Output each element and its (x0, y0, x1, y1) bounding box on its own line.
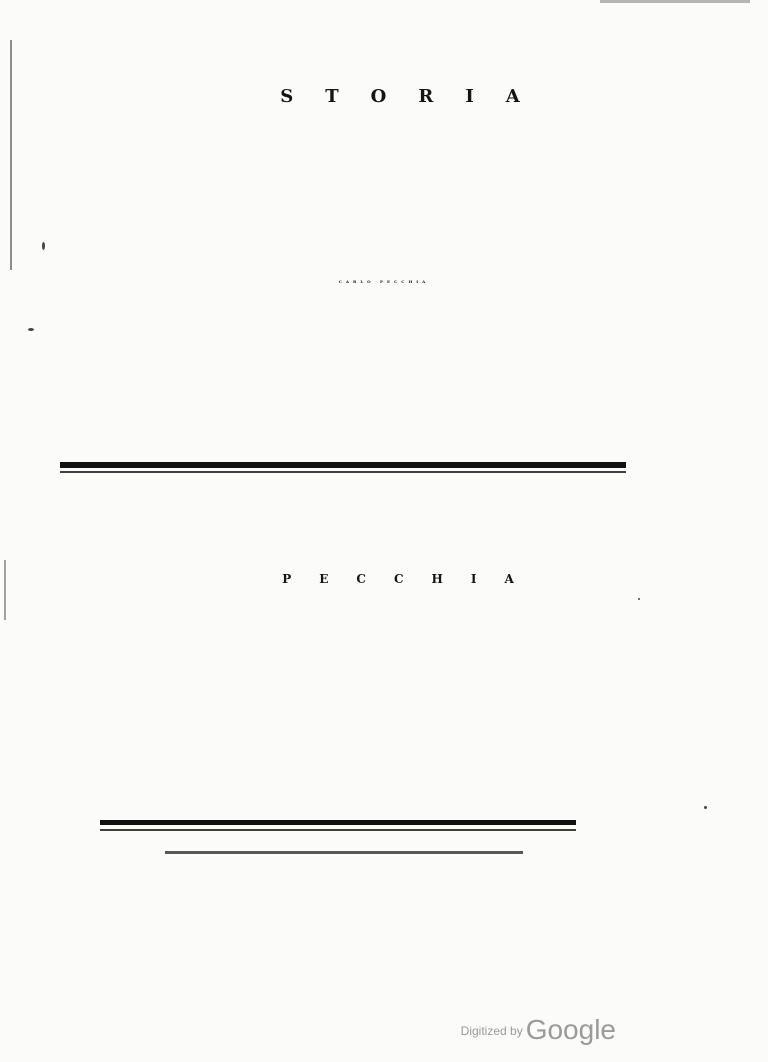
author-name: CARLO PECCHIA (338, 279, 430, 284)
left-page-edge-lower (4, 560, 6, 620)
top-right-scan-edge (600, 0, 750, 3)
scan-speck (638, 598, 640, 600)
watermark-prefix: Digitized by (460, 1024, 523, 1038)
left-page-edge (10, 40, 12, 270)
thin-rule-top (60, 471, 626, 473)
digitized-by-google-watermark (461, 1014, 616, 1046)
thin-rule-bottom (100, 829, 576, 831)
ornament-rule (165, 851, 523, 854)
watermark-brand: Google (525, 1014, 616, 1045)
scan-speck (28, 328, 34, 331)
author-pecchia-large: PECCHIA (282, 572, 542, 586)
scan-speck (42, 242, 45, 250)
thick-rule-bottom (100, 820, 576, 825)
scan-speck (704, 806, 707, 809)
title-storia: STORIA (280, 86, 552, 107)
thick-rule-top (60, 462, 626, 468)
